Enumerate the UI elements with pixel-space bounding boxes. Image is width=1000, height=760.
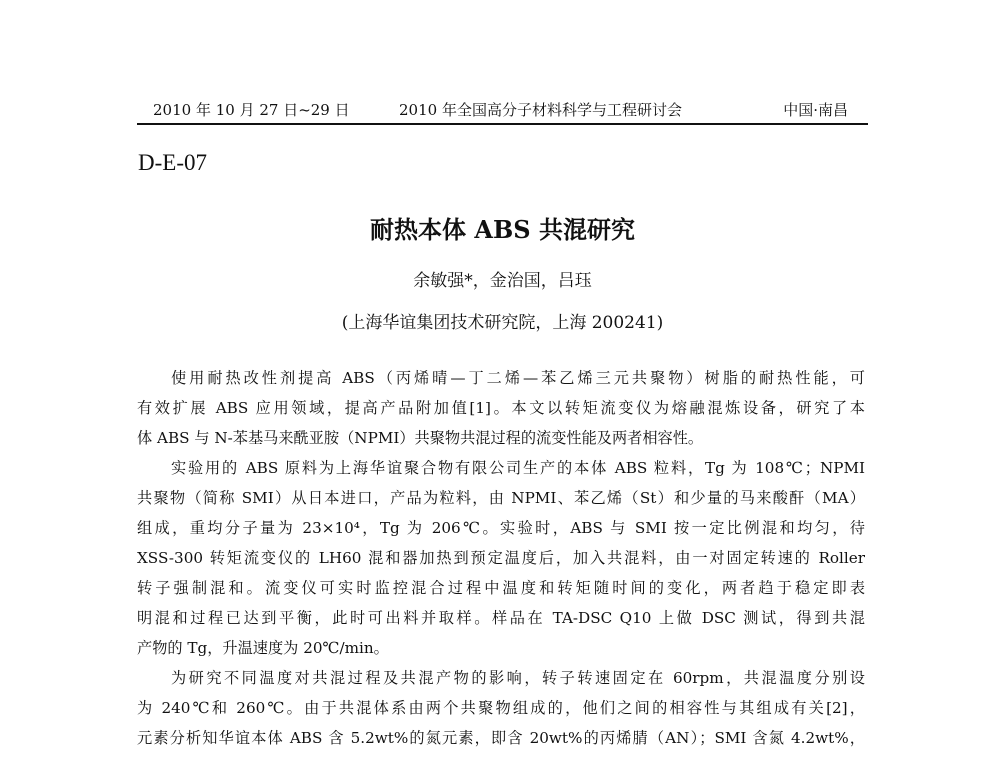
body-line-1: 使用耐热改性剂提高 ABS（丙烯晴—丁二烯—苯乙烯三元共聚物）树脂的耐热性能，可 bbox=[171, 369, 865, 387]
header-location: 中国·南昌 bbox=[783, 101, 848, 119]
paper-affiliation: (上海华谊集团技术研究院，上海 200241) bbox=[341, 313, 664, 333]
running-header bbox=[137, 99, 868, 121]
body-line-9: 明混和过程已达到平衡，此时可出料并取样。样品在 TA-DSC Q10 上做 DSC 测试，得到共混 bbox=[137, 609, 865, 627]
body-line-6: 组成，重均分子量为 23×10⁴，Tg 为 206℃。实验时，ABS 与 SMI 按一定比例混和均匀，待 bbox=[137, 519, 865, 537]
body-line-2: 有效扩展 ABS 应用领域，提高产品附加值[1]。本文以转矩流变仪为熔融混炼设备，研究了本 bbox=[137, 399, 865, 417]
body-line-11: 为研究不同温度对共混过程及共混产物的影响，转子转速固定在 60rpm，共混温度分别设 bbox=[171, 669, 865, 687]
paper-title: 耐热本体 ABS 共混研究 bbox=[370, 215, 635, 244]
body-line-12: 为 240℃和 260℃。由于共混体系由两个共聚物组成的，他们之间的相容性与其组成有关[2]， bbox=[137, 699, 865, 717]
paper-authors: 余敏强*，金治国，吕珏 bbox=[413, 271, 592, 291]
paper-code: D-E-07 bbox=[138, 150, 207, 175]
body-line-3: 体 ABS 与 N-苯基马来酰亚胺（NPMI）共聚物共混过程的流变性能及两者相容性。 bbox=[137, 429, 704, 447]
body-line-10: 产物的 Tg，升温速度为 20℃/min。 bbox=[137, 639, 389, 657]
body-line-4: 实验用的 ABS 原料为上海华谊聚合物有限公司生产的本体 ABS 粒料，Tg 为 108℃；NPMI bbox=[171, 459, 865, 477]
body-line-13: 元素分析知华谊本体 ABS 含 5.2wt%的氮元素，即含 20wt%的丙烯腈（AN）；SMI 含氮 4.2wt%， bbox=[137, 729, 865, 747]
header-conference: 2010 年全国高分子材料科学与工程研讨会 bbox=[399, 101, 682, 119]
header-date: 2010 年 10 月 27 日~29 日 bbox=[153, 101, 350, 119]
body-line-7: XSS-300 转矩流变仪的 LH60 混和器加热到预定温度后，加入共混料，由一对固定转速的 Roller bbox=[137, 549, 865, 567]
header-rule bbox=[137, 123, 868, 125]
body-line-5: 共聚物（简称 SMI）从日本进口，产品为粒料，由 NPMI、苯乙烯（St）和少量的马来酸酐（MA） bbox=[137, 489, 865, 507]
body-line-8: 转子强制混和。流变仪可实时监控混合过程中温度和转矩随时间的变化，两者趋于稳定即表 bbox=[137, 579, 865, 597]
